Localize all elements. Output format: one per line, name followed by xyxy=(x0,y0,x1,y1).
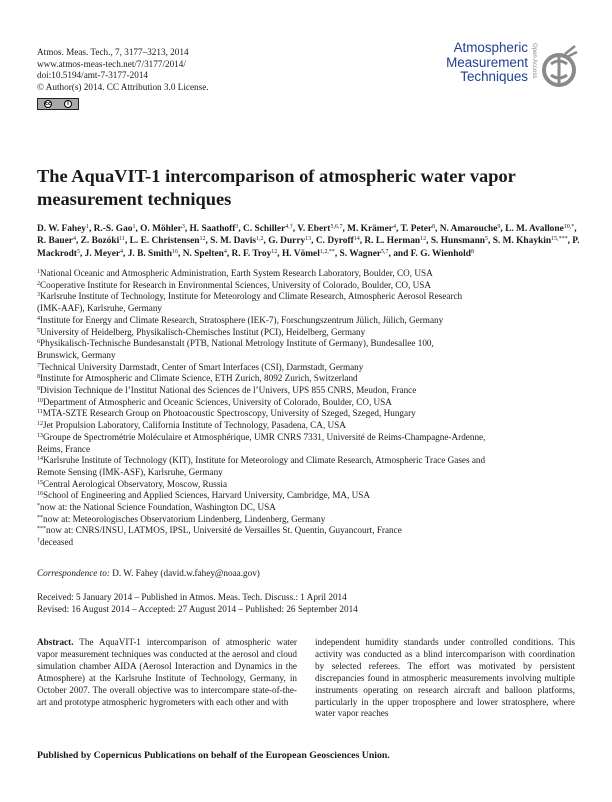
affiliation-mark: *** xyxy=(37,526,46,533)
journal-logo xyxy=(418,41,578,96)
author-affiliation-mark: 1 xyxy=(132,224,136,230)
affiliation-mark: 14 xyxy=(37,456,43,463)
affiliation-item xyxy=(37,338,587,350)
author-affiliation-mark: 8 xyxy=(470,248,474,255)
author-name: J. Meyer xyxy=(84,248,121,259)
affiliation-item xyxy=(37,537,587,549)
affiliation-mark: 8 xyxy=(37,374,40,381)
author-affiliation-mark: 1 xyxy=(85,224,89,230)
author-name: R. F. Troy xyxy=(231,248,272,259)
affiliation-item xyxy=(37,432,587,444)
affiliation-item xyxy=(37,373,587,385)
affiliation-item xyxy=(37,479,587,491)
author xyxy=(316,236,360,246)
author-name: Z. Bozóki xyxy=(80,236,120,247)
affiliation-item xyxy=(37,490,587,502)
affiliation-mark: 11 xyxy=(37,409,43,416)
author xyxy=(130,236,206,246)
logo-text: Atmospheric Measurement Techniques xyxy=(446,40,528,85)
author-name: S. M. Davis xyxy=(210,236,256,247)
author-affiliation-mark: 3 xyxy=(235,224,239,230)
affiliation-text: deceased xyxy=(40,537,74,548)
author xyxy=(183,249,227,259)
affiliation-text: Karlsruhe Institute of Technology (KIT), Institute for Meteorology and Climate Research, Atmospheric Trace Gases and xyxy=(43,455,486,466)
affiliation-text: Cooperative Institute for Research in Environmental Sciences, University of Colorado, Boulder, CO, USA xyxy=(40,279,432,290)
affiliation-mark: * xyxy=(37,503,40,510)
correspondence-contact[interactable]: D. W. Fahey (david.w.fahey@noaa.gov) xyxy=(112,568,260,578)
author xyxy=(297,224,342,234)
author-affiliation-mark: 4 xyxy=(223,248,227,255)
author-affiliation-mark: 5 xyxy=(485,236,489,243)
affiliations xyxy=(37,268,587,549)
author xyxy=(282,249,335,259)
author xyxy=(85,249,123,259)
affiliation-text: now at: Meteorologisches Observatorium Lindenberg, Lindenberg, Germany xyxy=(43,513,326,524)
author xyxy=(190,224,239,234)
paper-title: The AquaVIT-1 intercomparison of atmospheric water vapor measurement techniques xyxy=(37,166,516,209)
affiliation-text: Department of Atmospheric and Oceanic Sciences, University of Colorado, Boulder, CO, USA xyxy=(43,396,392,407)
author-name: S. M. Khaykin xyxy=(492,236,552,247)
author-name: H. Vömel xyxy=(281,248,320,259)
author-affiliation-mark: 4 xyxy=(392,224,396,230)
affiliation-text: Institute for Energy and Climate Research, Stratosphere (IEK-7), Forschungszentrum Jülich, Jülich, Germany xyxy=(40,314,444,325)
affiliation-continuation: Remote Sensing (IMK-ASF), Karlsruhe, Germany xyxy=(37,466,223,477)
author xyxy=(37,224,89,234)
author xyxy=(431,236,488,246)
author-list: D. W. Fahey$^1$, R.-S. Gao$^1$, O. Möhler$^3$, H. Saathoff$^3$, C. Schiller$^{4,\dagger}$, V. Ebert$^{5,6,7}$, M. Krämer$^4$, T. Peter$^8$, N. Amarouche$^9$, L. M. Avallone$^{10,*}$, R. Bauer$^4$, Z. Bozóki$^{11}$, L. E. Christensen$^{12}$, S. M. Davis$^{1,2}$, G. Durry$^{13}$, C. Dyroff$^{14}$, R. L. Herman$^{12}$, S. Hunsmann$^5$, S. M. Khaykin$^{15,***}$, P. Mackrodt$^5$, J. Meyer$^4$, J. B. Smith$^{16}$, N. Spelten$^4$, R. F. Troy$^{12}$, H. Vömel$^{1,2,**}$, S. Wagner$^{5,7}$, and F. G. Wienhold$^8$ xyxy=(37,224,580,259)
open-access-label: Open Access xyxy=(531,43,537,79)
author-name: N. Amarouche xyxy=(439,224,498,234)
affiliation-mark: 15 xyxy=(37,479,43,486)
affiliation-continuation: Brunswick, Germany xyxy=(37,349,116,360)
affiliation-text: Groupe de Spectrométrie Moléculaire et Atmosphérique, UMR CNRS 7331, Université de Reims-Champagne-Ardenne, xyxy=(43,431,486,442)
journal-header xyxy=(37,47,209,93)
author-name: H. Saathoff xyxy=(189,224,236,234)
author-name: C. Dyroff xyxy=(315,236,354,247)
affiliation-item xyxy=(37,455,587,467)
author-name: L. M. Avallone xyxy=(505,224,564,234)
affiliation-text: School of Engineering and Applied Sciences, Harvard University, Cambridge, MA, USA xyxy=(43,490,371,501)
author-name: V. Ebert xyxy=(297,224,331,234)
affiliation-item xyxy=(37,268,587,280)
author xyxy=(81,236,125,246)
author xyxy=(210,236,263,246)
author-affiliation-mark: 9 xyxy=(497,224,501,230)
correspondence xyxy=(37,568,260,580)
affiliation-item xyxy=(37,280,587,292)
author xyxy=(243,224,293,234)
affiliation-text: National Oceanic and Atmospheric Administration, Earth System Research Laboratory, Boulder, CO, USA xyxy=(40,268,433,278)
license-text: © Author(s) 2014. CC Attribution 3.0 License. xyxy=(37,81,209,92)
author-affiliation-mark: 1,2,** xyxy=(319,248,335,255)
author xyxy=(94,224,136,234)
author-name: L. E. Christensen xyxy=(129,236,200,247)
author xyxy=(440,224,501,234)
dates-line-1: Received: 5 January 2014 – Published in Atmos. Meas. Tech. Discuss.: 1 April 2014 xyxy=(37,592,347,602)
doi[interactable]: doi:10.5194/amt-7-3177-2014 xyxy=(37,70,149,81)
affiliation-item xyxy=(37,385,587,397)
journal-url[interactable]: www.atmos-meas-tech.net/7/3177/2014/ xyxy=(37,58,186,69)
author xyxy=(411,249,474,259)
author-name: S. Wagner xyxy=(339,248,382,259)
affiliation-text: Physikalisch-Technische Bundesanstalt (PTB, National Metrology Institute of Germany), Bundesallee 100, xyxy=(40,338,434,349)
author xyxy=(140,224,185,234)
affiliation-mark: 4 xyxy=(37,315,40,322)
abstract-column-left xyxy=(37,637,297,708)
affiliation-item xyxy=(37,397,587,409)
dates-line-2: Revised: 16 August 2014 – Accepted: 27 August 2014 – Published: 26 September 2014 xyxy=(37,603,358,614)
author-affiliation-mark: 4 xyxy=(120,248,124,255)
author xyxy=(128,249,178,259)
author-affiliation-mark: 12 xyxy=(420,236,427,243)
author-name: J. B. Smith xyxy=(127,248,172,259)
egu-globe-icon xyxy=(539,44,579,92)
affiliation-item xyxy=(37,362,587,374)
affiliation-item xyxy=(37,315,587,327)
journal-citation: Atmos. Meas. Tech., 7, 3177–3213, 2014 xyxy=(37,47,189,57)
author xyxy=(347,224,396,234)
author xyxy=(493,236,568,246)
by-attribution-icon: i xyxy=(64,100,72,108)
author-name: R.-S. Gao xyxy=(93,224,133,234)
author-affiliation-mark: 14 xyxy=(353,236,360,243)
author xyxy=(37,236,76,246)
author-name: T. Peter xyxy=(400,224,433,234)
affiliation-mark: 10 xyxy=(37,397,43,404)
author-affiliation-mark: 4 xyxy=(72,236,76,243)
author-name: R. Bauer xyxy=(37,236,73,247)
affiliation-mark: 3 xyxy=(37,292,40,299)
affiliation-mark: † xyxy=(37,538,40,545)
affiliation-item xyxy=(37,525,587,537)
author xyxy=(232,249,278,259)
author-affiliation-mark: 5,6,7 xyxy=(330,224,343,230)
author-affiliation-mark: 13 xyxy=(305,236,312,243)
author-affiliation-mark: 8 xyxy=(432,224,436,230)
author-name: N. Spelten xyxy=(182,248,224,259)
author-affiliation-mark: 16 xyxy=(172,248,178,255)
affiliation-text: MTA-SZTE Research Group on Photoacoustic Spectroscopy, University of Szeged, Szeged, Hungary xyxy=(42,408,416,419)
author-affiliation-mark: 12 xyxy=(199,236,206,243)
author-name: D. W. Fahey xyxy=(37,224,86,234)
author xyxy=(340,249,389,259)
affiliation-text: Technical University Darmstadt, Center of Smart Interfaces (CSI), Darmstadt, Germany xyxy=(40,361,364,372)
affiliation-item xyxy=(37,291,587,303)
abstract-column-right xyxy=(315,637,575,720)
affiliation-mark: 16 xyxy=(37,491,43,498)
affiliation-text: Karlsruhe Institute of Technology, Institute for Meteorology and Climate Research, Atmospheric Aerosol Research xyxy=(40,291,463,302)
author-affiliation-mark: 12 xyxy=(271,248,278,255)
affiliation-mark: 1 xyxy=(37,269,40,275)
author xyxy=(400,224,435,234)
cc-icon: cc xyxy=(45,101,51,107)
affiliation-item xyxy=(37,502,587,514)
author-name: F. G. Wienhold xyxy=(410,248,471,259)
correspondence-label: Correspondence to: xyxy=(37,568,110,578)
affiliation-text: University of Heidelberg, Physikalisch-Chemisches Institut (PCI), Heidelberg, Germany xyxy=(40,326,366,337)
affiliation-mark: 13 xyxy=(37,432,43,439)
affiliation-item xyxy=(37,327,587,339)
author-affiliation-mark: 15,*** xyxy=(551,236,568,243)
author-affiliation-mark: 11 xyxy=(119,236,125,243)
affiliation-mark: 5 xyxy=(37,327,40,334)
author-affiliation-mark: 10,* xyxy=(563,224,575,230)
affiliation-continuation: (IMK-AAF), Karlsruhe, Germany xyxy=(37,303,163,314)
author-affiliation-mark: 5,7 xyxy=(381,248,389,255)
publication-dates xyxy=(37,592,358,615)
author-affiliation-mark: 4,† xyxy=(285,224,293,230)
affiliation-text: now at: the National Science Foundation, Washington DC, USA xyxy=(40,502,276,513)
author-name: S. Hunsmann xyxy=(430,236,486,247)
affiliation-text: Institute for Atmospheric and Climate Science, ETH Zurich, 8092 Zurich, Switzerland xyxy=(40,373,358,384)
abstract-text-right: independent humidity standards under controlled conditions. This activity was conducted as a blind intercomparison with coordination by selected referees. The effort was motivated by persistent discrepancies found in atmospheric measurements involving multiple instruments operating on research aircraft and balloon platforms, particularly in the upper troposphere and lower stratosphere, where water vapor reaches xyxy=(315,637,575,719)
publisher-footer: Published by Copernicus Publications on behalf of the European Geosciences Union. xyxy=(37,750,390,761)
author-affiliation-mark: 3 xyxy=(181,224,185,230)
affiliation-mark: 7 xyxy=(37,362,40,369)
affiliation-text: Division Technique de l’Institut National des Sciences de l’Univers, UPS 855 CNRS, Meudon, France xyxy=(40,385,417,396)
author xyxy=(505,224,574,234)
author xyxy=(268,236,311,246)
affiliation-item xyxy=(37,514,587,526)
abstract-label: Abstract. xyxy=(37,637,74,647)
affiliation-mark: 9 xyxy=(37,386,40,393)
author-name: C. Schiller xyxy=(243,224,286,234)
cc-license-badge[interactable] xyxy=(37,98,79,110)
affiliation-item xyxy=(37,420,587,432)
affiliation-text: Central Aerological Observatory, Moscow, Russia xyxy=(43,478,228,489)
author-name: O. Möhler xyxy=(140,224,182,234)
abstract-text-left: The AquaVIT-1 intercomparison of atmospheric water vapor measurement techniques was conducted at the aerosol and cloud simulation chamber AIDA (Aerosol Interaction and Dynamics in the Atmosphere) at the Karlsruhe Institute of Technology, Germany, in October 2007. The overall objective was to intercompare state-of-the-art and prototype atmospheric hygrometers with each other and with xyxy=(37,637,297,707)
affiliation-text: now at: CNRS/INSU, LATMOS, IPSL, Université de Versailles St. Quentin, Guyancourt, France xyxy=(46,525,402,536)
author-name: R. L. Herman xyxy=(364,236,421,247)
author xyxy=(364,236,426,246)
affiliation-mark: 6 xyxy=(37,339,40,346)
affiliation-mark: 2 xyxy=(37,280,40,287)
affiliation-item xyxy=(37,408,587,420)
author-name: G. Durry xyxy=(268,236,306,247)
affiliation-continuation: Reims, France xyxy=(37,443,91,454)
author-affiliation-mark: 1,2 xyxy=(256,236,264,243)
affiliation-text: Jet Propulsion Laboratory, California Institute of Technology, Pasadena, CA, USA xyxy=(43,420,346,431)
author-name: M. Krämer xyxy=(347,224,393,234)
affiliation-mark: ** xyxy=(37,514,43,521)
author-affiliation-mark: 5 xyxy=(76,248,80,255)
affiliation-mark: 12 xyxy=(37,421,43,428)
author-name: P. Mackrodt xyxy=(37,236,580,259)
